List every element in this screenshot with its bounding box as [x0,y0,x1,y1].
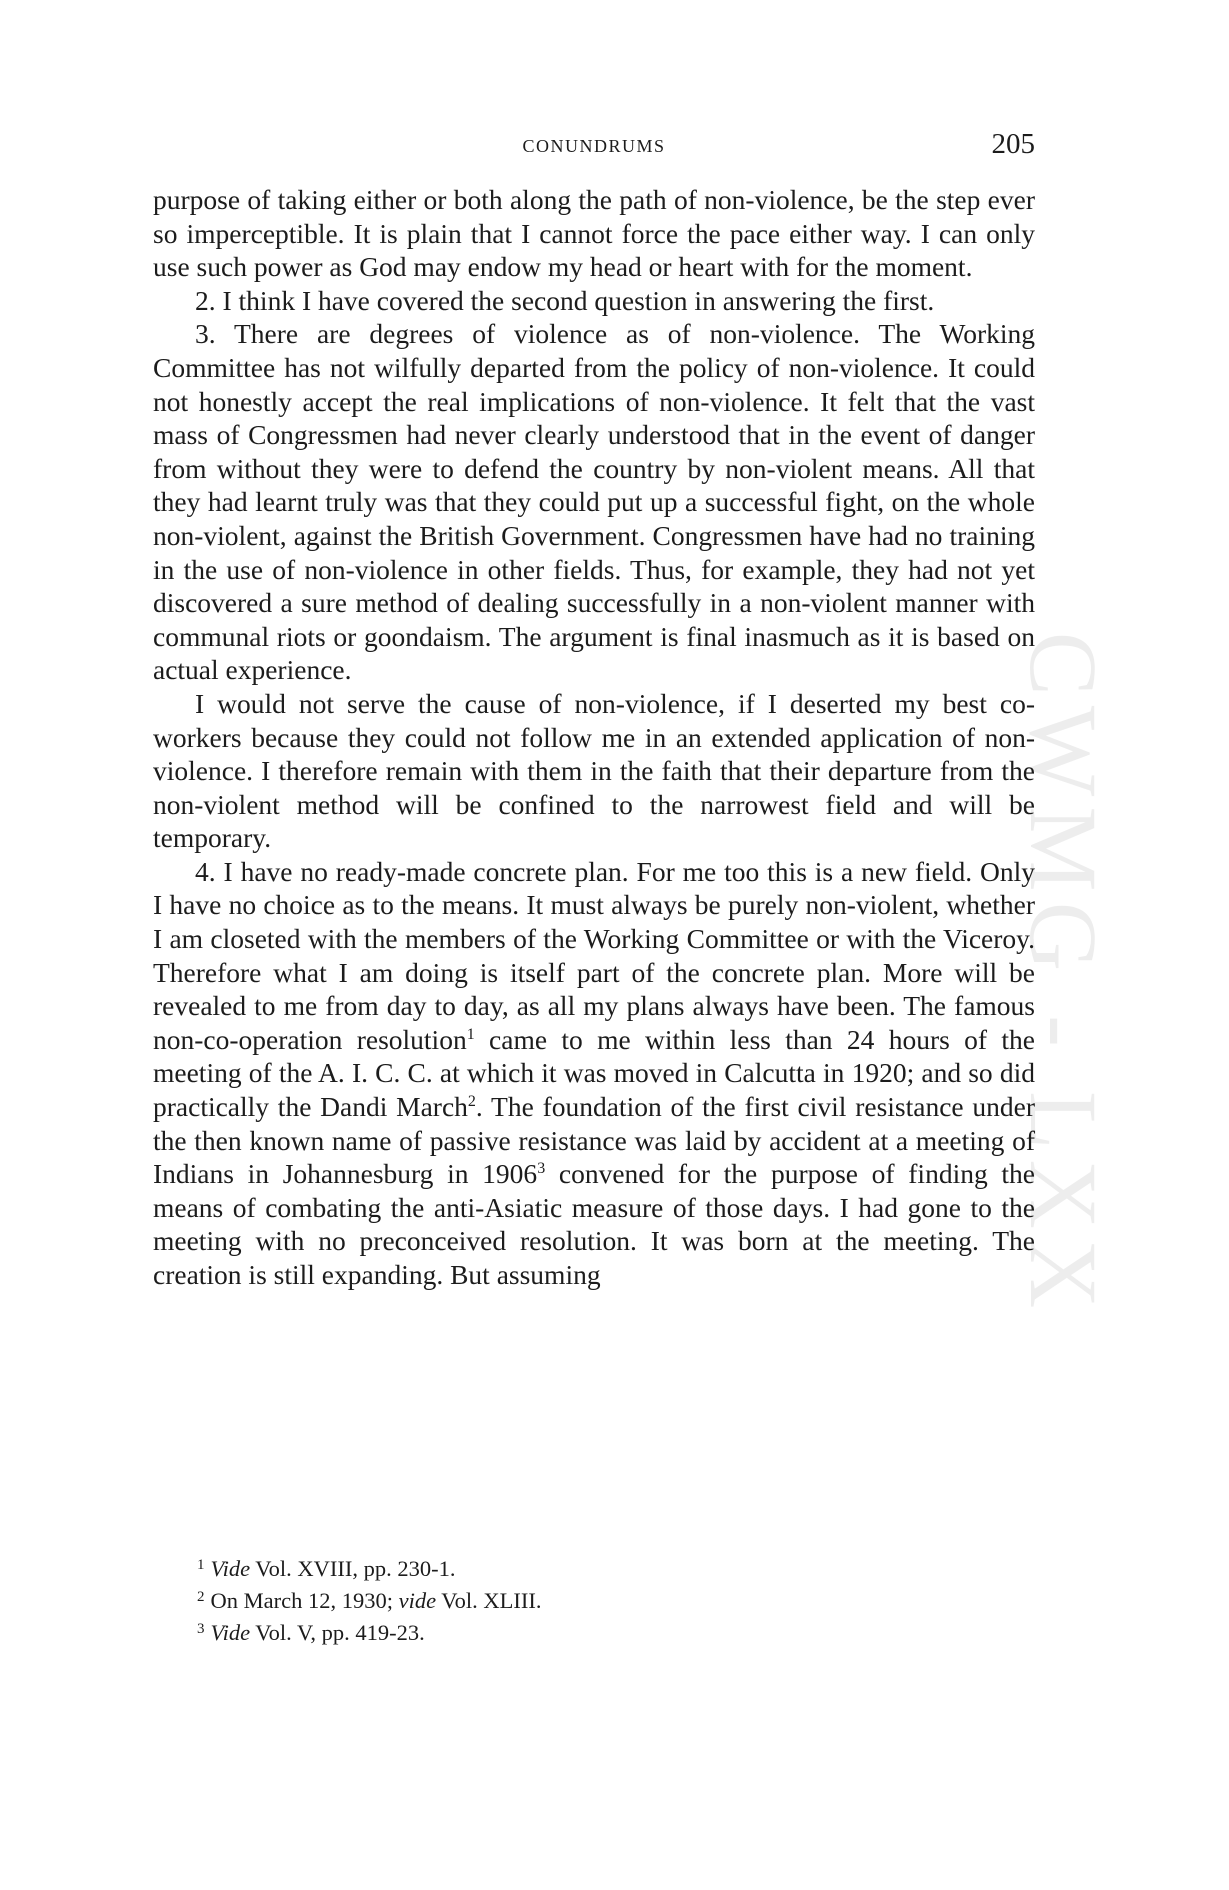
footnote-ref-2: 2 [467,1093,476,1111]
page-number: 205 [991,128,1035,160]
body-text [153,183,1035,1292]
paragraph-continuation: purpose of taking either or both along the path of non-violence, be the step ever so imperceptible. It is plain that I cannot force the pace either way. I can only use such power as God may endow my head or heart with for the moment. [153,184,1035,283]
footnote-text: On March 12, 1930; [210,1588,399,1613]
watermark-text: CWMG - LXX [1010,631,1117,1319]
running-head [153,128,1035,168]
footnote-marker: 3 [197,1621,205,1637]
footnote-1 [197,1551,997,1583]
footnote-marker: 2 [197,1589,205,1605]
paragraph-answer-4-text-4: convened for the purpose of finding the means of combating the anti-Asiatic measure of those days. I had gone to the meeting with no preconceived resolution. It was born at the meeting. The creation is still expanding. But assuming [153,1158,1035,1290]
footnote-marker: 1 [197,1557,205,1573]
footnotes [197,1551,997,1647]
paragraph-answer-3: 3. There are degrees of violence as of non-violence. The Working Committee has not wilfully departed from the policy of non-violence. It could not honestly accept the real implications of non-violence. It felt that the vast mass of Congressmen had never clearly understood that in the event of danger from without they were to defend the country by non-violent means. All that they had learnt truly was that they could put up a successful fight, on the whole non-violent, against the British Government. Congressmen have had no training in the use of non-violence in other fields. Thus, for example, they had not yet discovered a sure method of dealing successfully in a non-violent manner with communal riots or goondaism. The argument is final inasmuch as it is based on actual experience. [153,318,1035,686]
paragraph-co-workers: I would not serve the cause of non-violence, if I deserted my best co-workers because they could not follow me in an extended application of non-violence. I therefore remain with them in the faith that their departure from the non-violent method will be confined to the narrowest field and will be temporary. [153,687,1035,854]
footnote-ref-1: 1 [466,1025,475,1043]
paragraph-answer-4-text-2: came to me within less than 24 hours of the meeting of the A. I. C. C. at which it was moved in Calcutta in 1920; and so did practically the Dandi March [153,1023,1035,1123]
running-title: CONUNDRUMS [522,136,666,156]
paragraph-answer-4-text-3: . The foundation of the first civil resistance under the then known name of passive resistance was laid by accident at a meeting of Indians in Johannesburg in 1906 [153,1091,1035,1190]
paragraph-answer-4 [153,855,1035,1292]
footnote-text: Vol. XVIII, pp. 230-1. [250,1556,456,1581]
footnote-3 [197,1615,997,1647]
footnote-ref-word: Vide [210,1620,251,1645]
paragraph-answer-2: 2. I think I have covered the second question in answering the first. [195,284,935,316]
footnote-text: Vol. XLIII. [436,1588,542,1613]
footnote-ref-word: Vide [210,1556,251,1581]
footnote-text: Vol. V, pp. 419-23. [250,1620,425,1645]
footnote-ref-word: vide [398,1588,437,1613]
paragraph-answer-4-text-1: 4. I have no ready-made concrete plan. For me too this is a new field. Only I have no choice as to the means. It must always be purely non-violent, whether I am closeted with the members of the Working Committee or with the Viceroy. Therefore what I am doing is itself part of the concrete plan. More will be revealed to me from day to day, as all my plans always have been. The famous non-co-operation resolution [153,855,1035,1055]
footnote-2 [197,1583,997,1615]
footnote-ref-3: 3 [537,1160,546,1178]
